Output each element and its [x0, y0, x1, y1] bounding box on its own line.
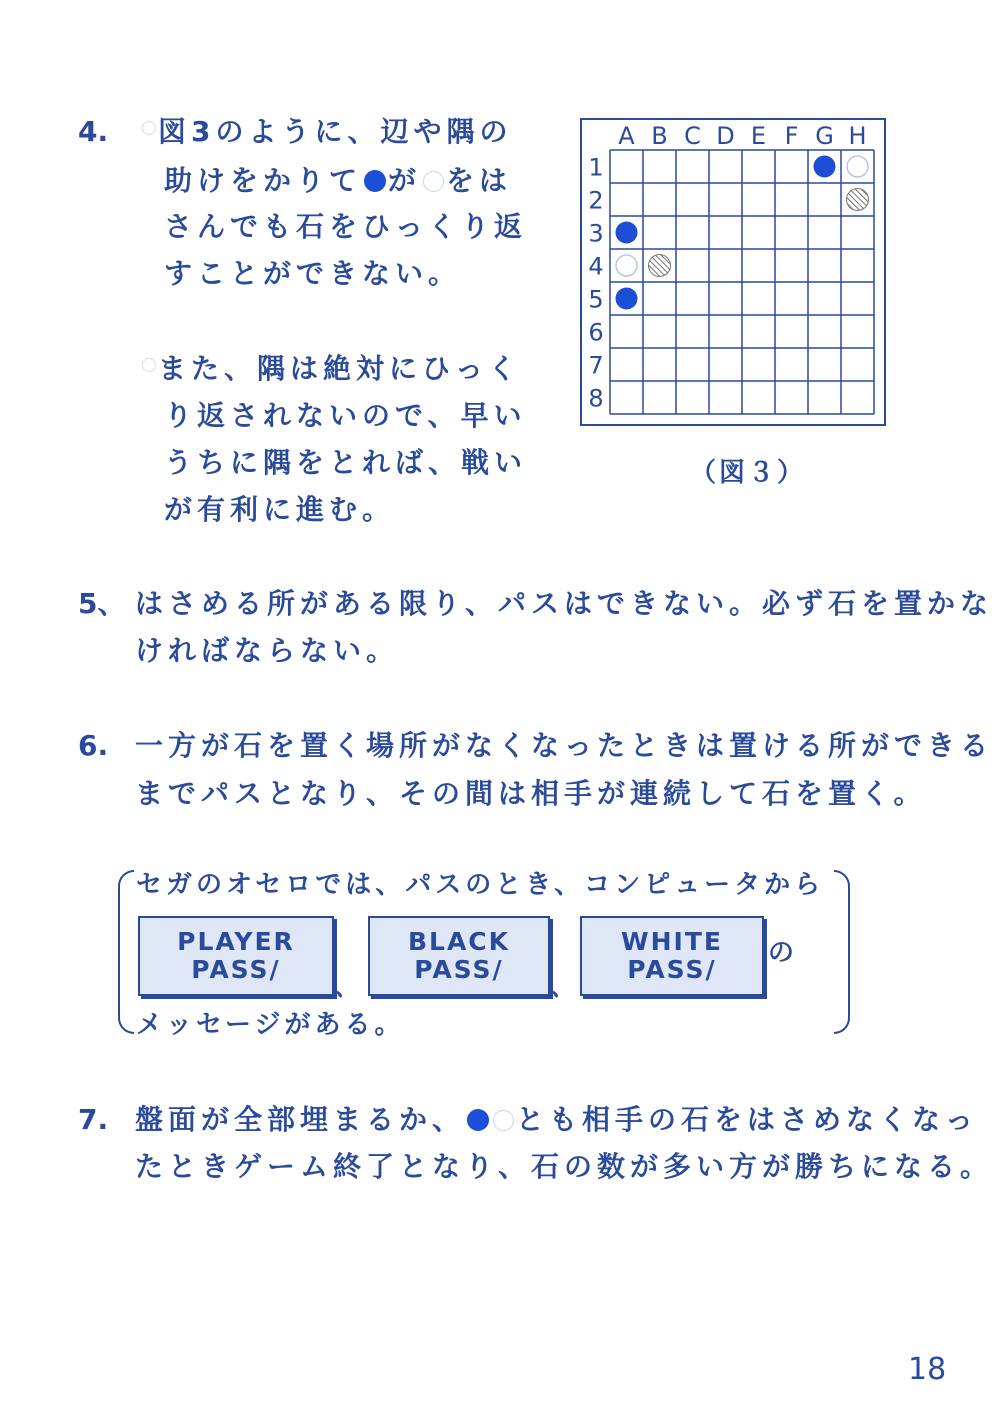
row-label: 2: [588, 186, 604, 215]
item4-line2: 助けをかりて が をは: [164, 164, 513, 197]
row-label: 1: [588, 153, 604, 182]
item7-number: 7.: [78, 1103, 109, 1136]
item4-line3: さんでも石をひっくり返: [164, 210, 528, 243]
white-stone-icon: [142, 358, 156, 372]
left-bracket: [118, 870, 134, 1034]
player-pass-box: PLAYER PASS/: [138, 916, 334, 996]
row-label: 6: [588, 318, 604, 347]
row-label: 7: [588, 351, 604, 380]
item6-line1: 一方が石を置く場所がなくなったときは置ける所ができる: [135, 729, 994, 762]
white-stone: [616, 255, 637, 276]
item4-line1: 図3のように、辺や隅の: [140, 118, 512, 146]
item6-number: 6.: [78, 729, 109, 762]
black-stone: [616, 288, 638, 310]
column-label: G: [815, 122, 834, 150]
item7-line1: 盤面が全部埋まるか、 とも相手の石をはさめなくなっ: [135, 1103, 979, 1136]
column-label: F: [784, 122, 799, 150]
separator: 、: [334, 972, 361, 1002]
column-label: D: [716, 122, 735, 150]
black-stone-icon: [467, 1109, 489, 1131]
item4-number: 4.: [78, 115, 109, 148]
item6-line2: までパスとなり、その間は相手が連続して石を置く。: [135, 777, 927, 810]
column-label: E: [750, 122, 767, 150]
item4-note-line2: り返されないので、早い: [164, 399, 527, 432]
hatched-stone: [847, 189, 869, 211]
white-stone-icon: [142, 121, 156, 135]
othello-board-figure: [580, 118, 886, 426]
white-pass-box: WHITE PASS/: [580, 916, 764, 996]
pass-message-panel: [118, 870, 850, 1040]
white-stone-icon: [493, 1110, 514, 1131]
item4-note-line1: また、隅は絶対にひっく: [140, 355, 521, 383]
row-label: 4: [588, 252, 604, 281]
item7-line2: たときゲーム終了となり、石の数が多い方が勝ちになる。: [135, 1150, 994, 1183]
column-label: B: [651, 122, 668, 150]
row-label: 8: [588, 384, 604, 413]
white-stone: [847, 156, 868, 177]
item4-note-line4: が有利に進む。: [164, 493, 396, 526]
message-intro: セガのオセロでは、パスのとき、コンピュータから: [136, 870, 825, 900]
hatched-stone: [649, 255, 671, 277]
separator: 、: [550, 972, 577, 1002]
white-stone-icon: [423, 171, 444, 192]
black-pass-box: BLACK PASS/: [368, 916, 550, 996]
item4-note-line3: うちに隅をとれば、戦い: [164, 446, 528, 479]
black-stone-icon: [364, 170, 386, 192]
row-label: 3: [588, 219, 604, 248]
message-suffix: の: [768, 938, 800, 968]
black-stone: [616, 222, 638, 244]
black-stone: [814, 156, 836, 178]
item4-line4: すことができない。: [164, 257, 462, 290]
right-bracket: [834, 870, 850, 1034]
message-outro: メッセージがある。: [136, 1010, 405, 1040]
item5-line2: ければならない。: [135, 634, 400, 667]
figure-caption: （図３）: [690, 458, 807, 488]
column-label: C: [684, 122, 701, 150]
row-label: 5: [588, 285, 604, 314]
page-number: 18: [908, 1352, 947, 1387]
column-label: A: [618, 122, 635, 150]
item5-line1: はさめる所がある限り、パスはできない。必ず石を置かな: [135, 587, 994, 620]
column-label: H: [848, 122, 867, 150]
board-grid: [582, 120, 884, 424]
item5-number: 5、: [78, 587, 126, 620]
